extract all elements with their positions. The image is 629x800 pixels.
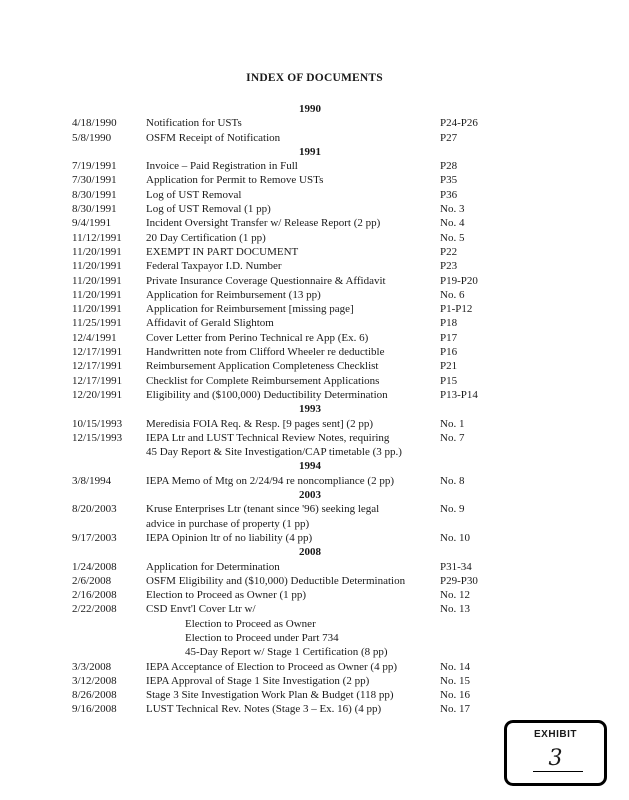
row-date: 8/30/1991 xyxy=(72,203,117,216)
row-description: Stage 3 Site Investigation Work Plan & Budget (118 pp) xyxy=(146,689,394,702)
row-description: CSD Envt'l Cover Ltr w/ xyxy=(146,603,256,616)
row-reference: No. 10 xyxy=(440,531,470,544)
row-reference: P31-34 xyxy=(440,560,472,573)
index-row xyxy=(72,502,532,516)
row-reference: No. 13 xyxy=(440,603,470,616)
row-reference: No. 16 xyxy=(440,689,470,702)
row-description: Invoice – Paid Registration in Full xyxy=(146,160,298,173)
row-reference: No. 14 xyxy=(440,660,470,673)
row-date: 1/24/2008 xyxy=(72,560,117,573)
index-row xyxy=(72,417,532,431)
year-heading: 1994 xyxy=(299,460,321,473)
row-description: Incident Oversight Transfer w/ Release Report (2 pp) xyxy=(146,217,381,230)
row-reference: No. 17 xyxy=(440,703,470,716)
index-row xyxy=(72,374,532,388)
row-description: Handwritten note from Clifford Wheeler re deductible xyxy=(146,346,385,359)
row-description: Application for Reimbursement [missing page] xyxy=(146,303,354,316)
row-reference: No. 3 xyxy=(440,203,465,216)
index-row xyxy=(72,388,532,402)
row-reference: No. 12 xyxy=(440,589,470,602)
row-reference: P21 xyxy=(440,360,458,373)
row-description: 45 Day Report & Site Investigation/CAP timetable (3 pp.) xyxy=(146,446,402,459)
row-date: 11/20/1991 xyxy=(72,303,122,316)
row-description: Private Insurance Coverage Questionnaire & Affidavit xyxy=(146,274,386,287)
row-description: OSFM Eligibility and ($10,000) Deductible Determination xyxy=(146,574,406,587)
row-date: 12/15/1993 xyxy=(72,431,123,444)
index-row xyxy=(72,302,532,316)
row-reference: P13-P14 xyxy=(440,388,478,401)
row-description: Election to Proceed as Owner xyxy=(185,617,316,630)
row-description: Election to Proceed as Owner (1 pp) xyxy=(146,589,307,602)
row-description: advice in purchase of property (1 pp) xyxy=(146,517,310,530)
row-date: 11/25/1991 xyxy=(72,317,122,330)
row-reference: P36 xyxy=(440,188,458,201)
row-reference: No. 1 xyxy=(440,417,465,430)
row-reference: P16 xyxy=(440,346,458,359)
index-row xyxy=(72,617,532,631)
row-date: 3/8/1994 xyxy=(72,474,112,487)
row-date: 3/3/2008 xyxy=(72,660,112,673)
exhibit-sticker xyxy=(504,720,607,786)
index-row xyxy=(72,560,532,574)
year-heading: 2003 xyxy=(299,489,321,502)
year-heading: 1991 xyxy=(299,145,321,158)
index-row xyxy=(72,359,532,373)
row-date: 4/18/1990 xyxy=(72,117,117,130)
index-row xyxy=(72,474,532,488)
row-date: 11/20/1991 xyxy=(72,288,122,301)
index-row xyxy=(72,674,532,688)
row-reference: No. 4 xyxy=(440,217,465,230)
row-reference: P17 xyxy=(440,331,458,344)
row-reference: P27 xyxy=(440,131,458,144)
index-row xyxy=(72,188,532,202)
row-date: 12/4/1991 xyxy=(72,331,117,344)
index-row xyxy=(72,216,532,230)
index-row xyxy=(72,531,532,545)
exhibit-underline xyxy=(533,771,583,772)
index-row xyxy=(72,517,532,531)
row-date: 3/12/2008 xyxy=(72,674,117,687)
row-date: 12/17/1991 xyxy=(72,360,123,373)
row-date: 12/20/1991 xyxy=(72,388,123,401)
row-date: 2/6/2008 xyxy=(72,574,112,587)
row-description: Checklist for Complete Reimbursement Applications xyxy=(146,374,380,387)
row-reference: P29-P30 xyxy=(440,574,478,587)
row-date: 11/20/1991 xyxy=(72,274,122,287)
row-date: 7/19/1991 xyxy=(72,160,117,173)
row-description: OSFM Receipt of Notification xyxy=(146,131,281,144)
row-date: 11/12/1991 xyxy=(72,231,122,244)
exhibit-number: 3 xyxy=(548,746,563,771)
page-title: INDEX OF DOCUMENTS xyxy=(246,72,383,84)
index-row xyxy=(72,660,532,674)
row-reference: No. 7 xyxy=(440,431,465,444)
year-heading: 1990 xyxy=(299,103,321,115)
row-reference: P19-P20 xyxy=(440,274,478,287)
row-description: IEPA Memo of Mtg on 2/24/94 re noncompliance (2 pp) xyxy=(146,474,394,487)
index-row xyxy=(72,231,532,245)
row-description: Cover Letter from Perino Technical re App (Ex. 6) xyxy=(146,331,369,344)
index-row xyxy=(72,259,532,273)
row-description: Election to Proceed under Part 734 xyxy=(185,631,339,644)
row-description: Kruse Enterprises Ltr (tenant since '96) seeking legal xyxy=(146,503,380,516)
year-heading: 1993 xyxy=(299,403,321,416)
row-description: Reimbursement Application Completeness Checklist xyxy=(146,360,379,373)
row-description: Log of UST Removal (1 pp) xyxy=(146,203,271,216)
row-date: 9/4/1991 xyxy=(72,217,112,230)
row-date: 12/17/1991 xyxy=(72,346,123,359)
row-date: 8/26/2008 xyxy=(72,689,117,702)
index-row xyxy=(72,431,532,445)
index-row xyxy=(72,602,532,616)
row-date: 9/17/2003 xyxy=(72,531,117,544)
index-row xyxy=(72,245,532,259)
row-description: Federal Taxpayor I.D. Number xyxy=(146,260,282,273)
row-description: IEPA Opinion ltr of no liability (4 pp) xyxy=(146,531,313,544)
row-reference: P15 xyxy=(440,374,458,387)
row-date: 5/8/1990 xyxy=(72,131,112,144)
index-row xyxy=(72,331,532,345)
index-row xyxy=(72,588,532,602)
index-row xyxy=(72,159,532,173)
row-description: Log of UST Removal xyxy=(146,188,242,201)
index-row xyxy=(72,631,532,645)
row-description: IEPA Acceptance of Election to Proceed as Owner (4 pp) xyxy=(146,660,397,673)
row-reference: P18 xyxy=(440,317,458,330)
row-date: 9/16/2008 xyxy=(72,703,117,716)
row-reference: No. 9 xyxy=(440,503,465,516)
index-row xyxy=(72,202,532,216)
row-reference: No. 8 xyxy=(440,474,465,487)
index-row xyxy=(72,702,532,716)
row-date: 2/16/2008 xyxy=(72,589,117,602)
index-row xyxy=(72,116,532,130)
row-description: Notification for USTs xyxy=(146,117,242,130)
row-reference: P22 xyxy=(440,245,458,258)
index-row xyxy=(72,288,532,302)
row-description: Affidavit of Gerald Slightom xyxy=(146,317,274,330)
row-description: Application for Determination xyxy=(146,560,280,573)
row-reference: P24-P26 xyxy=(440,117,478,130)
index-row xyxy=(72,645,532,659)
index-row xyxy=(72,274,532,288)
row-date: 11/20/1991 xyxy=(72,245,122,258)
row-reference: No. 15 xyxy=(440,674,470,687)
index-row xyxy=(72,131,532,145)
row-description: Meredisia FOIA Req. & Resp. [9 pages sent] (2 pp) xyxy=(146,417,373,430)
row-reference: P1-P12 xyxy=(440,303,473,316)
row-date: 10/15/1993 xyxy=(72,417,123,430)
index-row xyxy=(72,316,532,330)
row-reference: No. 6 xyxy=(440,288,465,301)
row-description: Application for Reimbursement (13 pp) xyxy=(146,288,321,301)
row-description: IEPA Ltr and LUST Technical Review Notes, requiring xyxy=(146,431,390,444)
row-date: 8/30/1991 xyxy=(72,188,117,201)
row-date: 2/22/2008 xyxy=(72,603,117,616)
index-row xyxy=(72,173,532,187)
index-row xyxy=(72,688,532,702)
row-description: EXEMPT IN PART DOCUMENT xyxy=(146,245,299,258)
row-reference: No. 5 xyxy=(440,231,465,244)
exhibit-label: EXHIBIT xyxy=(534,729,577,740)
row-reference: P28 xyxy=(440,160,458,173)
index-row xyxy=(72,345,532,359)
row-description: IEPA Approval of Stage 1 Site Investigation (2 pp) xyxy=(146,674,370,687)
row-reference: P35 xyxy=(440,174,458,187)
row-reference: P23 xyxy=(440,260,458,273)
row-description: LUST Technical Rev. Notes (Stage 3 – Ex. 16) (4 pp) xyxy=(146,703,382,716)
index-row xyxy=(72,574,532,588)
row-description: 45-Day Report w/ Stage 1 Certification (8 pp) xyxy=(185,646,388,659)
row-date: 7/30/1991 xyxy=(72,174,117,187)
document-index-list xyxy=(72,102,532,717)
row-date: 8/20/2003 xyxy=(72,503,117,516)
row-description: Application for Permit to Remove USTs xyxy=(146,174,324,187)
row-description: Eligibility and ($100,000) Deductibility Determination xyxy=(146,388,388,401)
row-description: 20 Day Certification (1 pp) xyxy=(146,231,266,244)
year-heading: 2008 xyxy=(299,546,321,559)
row-date: 12/17/1991 xyxy=(72,374,123,387)
index-row xyxy=(72,445,532,459)
row-date: 11/20/1991 xyxy=(72,260,122,273)
